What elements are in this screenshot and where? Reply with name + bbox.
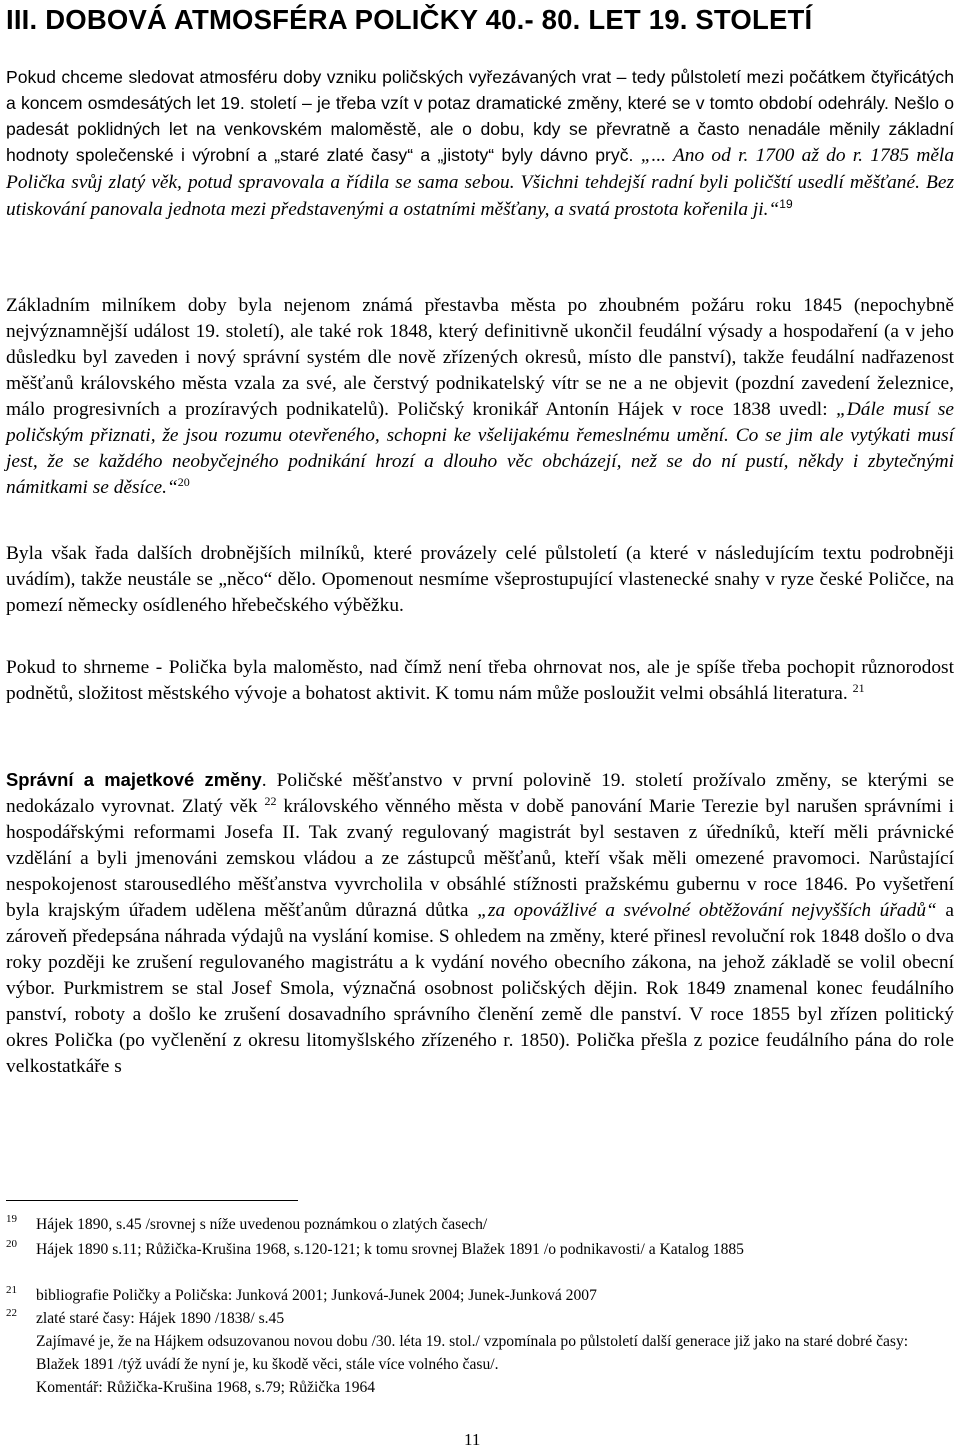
milestones-text: Základním milníkem doby byla nejenom známá přestavba města po zhoubném požáru roku 1845 (nepochybně nejvýznamnější událost 19. století), ale také rok 1848, který definitivně ukončil feudální výsady a hospodaření (a v jeho důsledku byl zaveden i nový správní systém dle nově zřízených okresů, místo dle panství), takže feudální nadřazenost měšťanů královského města vzala za své, ale čerstvý podnikatelský vítr se ne a ne objevit (pozdní zavedení železnice, málo progresivních a prozíravých podnikatelů). Poličský kronikář Antonín Hájek v roce 1838 uvedl: (6, 295, 954, 420)
footnote-ref-22[interactable]: 22 (264, 794, 277, 808)
footnote-text: bibliografie Poličky a Poličska: Junková 2001; Junková-Junek 2004; Junek-Junková 2007 (36, 1287, 597, 1304)
paragraph-administrative-changes (6, 767, 954, 1080)
footnote-20 (6, 1238, 954, 1261)
footnote-ref-21[interactable]: 21 (852, 681, 865, 695)
chapter-title: III. DOBOVÁ ATMOSFÉRA POLIČKY 40.- 80. LET 19. STOLETÍ (6, 4, 813, 35)
paragraph-intro (6, 64, 954, 223)
paragraph-milestones (6, 293, 954, 501)
footnote-ref-20[interactable]: 20 (177, 475, 190, 489)
footnote-number: 21 (6, 1284, 17, 1296)
hajek-quote: „Dále musí se poličským přiznati, že jsou rozumu otevřeného, schopni ke všelijakému řemeslnému umění. Co se jim ale vytýkati musí jest, že se každého neobyčejného podnikání hrozí a dlouho věc obcházejí, než se do ní pustí, někdy i zbytečnými námitkami se děsíce.“ (6, 399, 954, 498)
admin-text-c: a zároveň předepsána náhrada výdajů na vyslání komise. S ohledem na změny, které přinesl revoluční rok 1848 došlo o dva roky později ke zrušení regulovaného magistrátu a k vydání nového obecního zákona, na jehož základě se volil obecní výbor. Purkmistrem se stal Josef Smola, význačná osobnost poličských dějin. Rok 1849 znamenal konec feudálního panství, roboty a došlo ke zrušení dosavadního správního členění země dle panství. V roce 1855 byl zřízen politický okres Polička (po vyčlenění z okresu litomyšlského zřízeného r. 1850). Polička přešla z pozice feudálního pána do role velkostatkáře s (6, 900, 954, 1077)
footnote-number: 19 (6, 1213, 17, 1225)
page-number: 11 (464, 1430, 481, 1449)
intro-quote: „... Ano od r. 1700 až do r. 1785 měla Polička svůj zlatý věk, potud spravovala a řídila se sama sebou. Všichni tehdejší radní byli poličští usedlí měšťané. Bez utiskování panovala jednota mezi představenými a ostatními měšťany, a svatá prostota kořenila ji.“ (6, 145, 955, 220)
intro-text: Pokud chceme sledovat atmosféru doby vzniku poličských vyřezávaných vrat – tedy půlstoletí mezi počátkem čtyřicátých a koncem osmdesátých let 19. století – je třeba vzít v potaz dramatické změny, které se v tomto období odehrály. Nešlo o padesát poklidných let na venkovském maloměstě, ale o dobu, kdy se převratně a často nenadále měnily základní hodnoty společenské i výrobní a „staré zlaté časy“ a „jistoty“ byly dávno pryč. (6, 67, 954, 165)
paragraph-minor-milestones: Byla však řada dalších drobnějších milníků, které provázely celé půlstoletí (a které v následujícím textu podrobněji uvádím), takže neustále se „něco“ dělo. Opomenout nesmíme všeprostupující vlastenecké snahy v ryze české Poličce, na pomezí německy osídleného hřebečského výběžku. (6, 543, 954, 616)
footnote-21 (6, 1284, 954, 1307)
footnote-ref-19[interactable]: 19 (779, 197, 793, 211)
admin-text-b: královského věnného města v době panování Marie Terezie byl narušen správními i hospodářskými reformami Josefa II. Tak zvaný regulovaný magistrát byl sestaven z úředníků, kteří měli právnické vzdělání a byli jmenováni zemskou vládou a ze zástupců měšťanů, kteří však měli omezené pravomoci. Narůstající nespokojenost starousedlého měšťanstva vyvrcholila v obsáhlé stížnosti pražskému gubernu v roce 1846. Po vyšetření byla krajským úřadem udělena měšťanům důrazná důtka (6, 796, 954, 921)
footnote-19 (6, 1213, 954, 1236)
section-heading: Správní a majetkové změny (6, 769, 262, 790)
footnote-text: Hájek 1890 s.11; Růžička-Krušina 1968, s.120-121; k tomu srovnej Blažek 1891 /o podnikavosti/ a Katalog 1885 (36, 1241, 744, 1258)
footnote-separator (6, 1200, 298, 1201)
footnote-text: zlaté staré časy: Hájek 1890 /1838/ s.45 (36, 1310, 285, 1327)
footnote-text: Zajímavé je, že na Hájkem odsuzovanou novou dobu /30. léta 19. stol./ vzpomínala po půlstoletí další generace již jako na staré dobré časy: Blažek 1891 /týž uvádí že nyní je, ku škodě věci, stále více volného času/. (36, 1333, 909, 1373)
footnote-text: Komentář: Růžička-Krušina 1968, s.79; Růžička 1964 (36, 1379, 376, 1396)
footnote-text: Hájek 1890, s.45 /srovnej s níže uvedenou poznámkou o zlatých časech/ (36, 1216, 488, 1233)
summary-text: Pokud to shrneme - Polička byla maloměsto, nad čímž není třeba ohrnovat nos, ale je spíše třeba pochopit různorodost podnětů, složitost městského vývoje a bohatost aktivit. K tomu nám může posloužit velmi obsáhlá literatura. (6, 657, 954, 704)
reprimand-quote: „za opovážlivé a svévolné obtěžování nejvyšších úřadů“ (477, 900, 937, 921)
footnote-22-continuation (6, 1330, 954, 1376)
paragraph-summary (6, 655, 954, 707)
footnote-22 (6, 1307, 954, 1330)
footnote-number: 20 (6, 1238, 17, 1250)
footnote-number: 22 (6, 1307, 17, 1319)
footnote-22-comment (6, 1376, 954, 1399)
admin-text-a: . Poličské měšťanstvo v první polovině 19. století prožívalo změny, se kterými se nedokázalo vyrovnat. Zlatý věk (6, 770, 954, 817)
